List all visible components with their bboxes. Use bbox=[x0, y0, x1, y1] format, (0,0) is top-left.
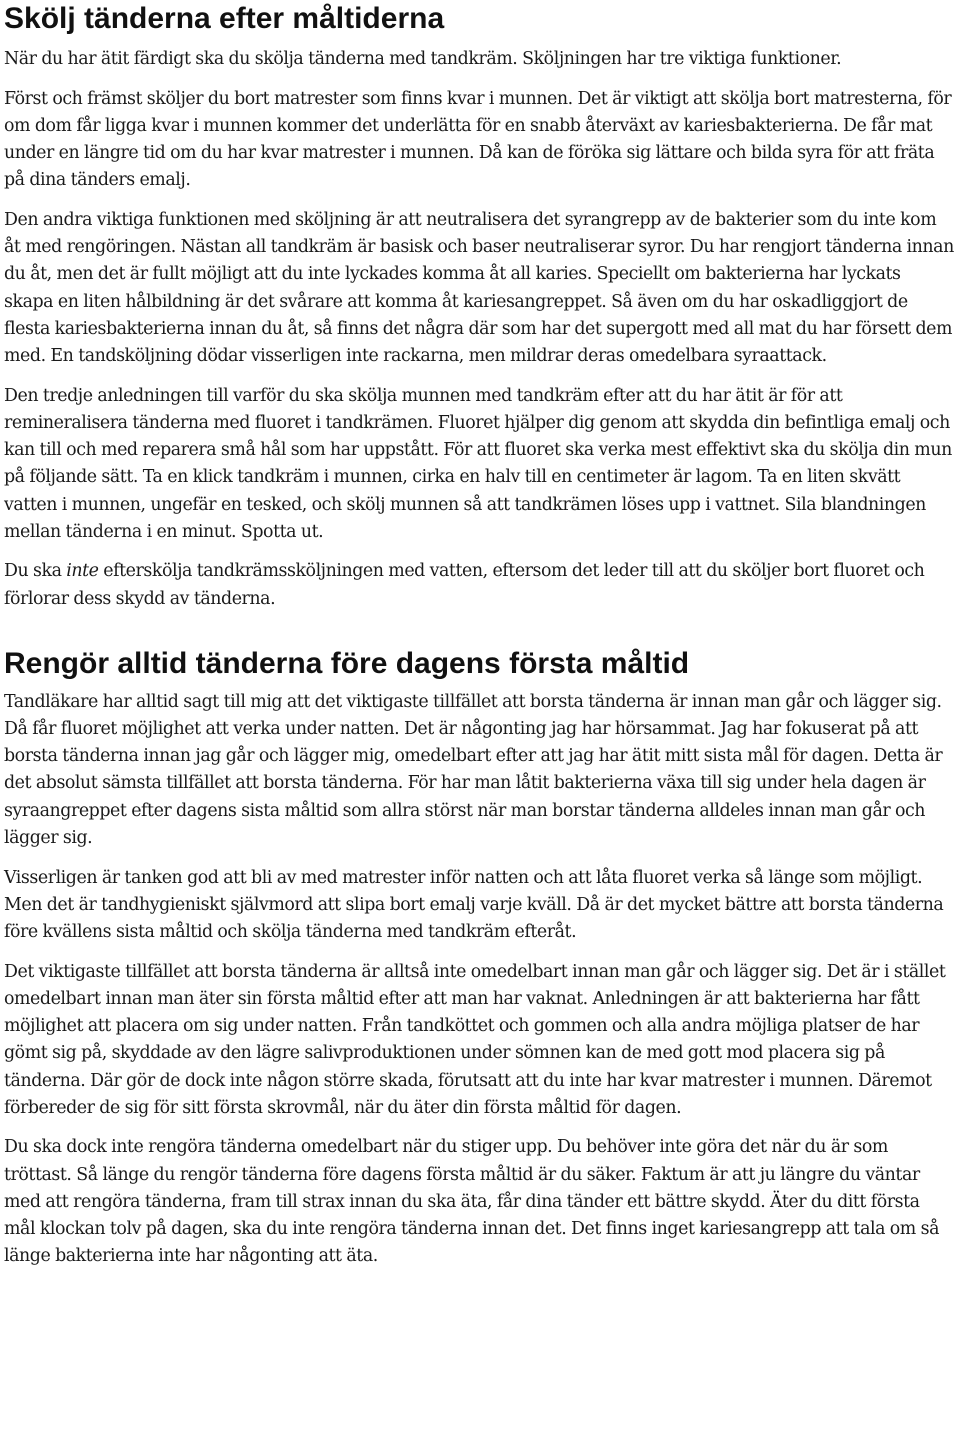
section-heading: Rengör alltid tänderna före dagens första måltid bbox=[4, 646, 690, 680]
paragraph bbox=[4, 558, 954, 612]
document-page bbox=[4, 0, 954, 1283]
paragraph: Det viktigaste tillfället att borsta tänderna är alltså inte omedelbart innan man går och lägger sig. Det är i stället omedelbart innan man äter sin första måltid efter att man har vaknat. Anledningen är att bakterierna har fått möjlighet att placera om sig under natten. Från tandköttet och gommen och alla andra möjliga platser de har gömt sig på, skyddade av den lägre salivproduktionen under sömnen kan de med gott mod placera sig på tänderna. Där gör de dock inte någon större skada, förutsatt att du inte har kvar matrester i munnen. Däremot förbereder de sig för sitt första skrovmål, när du äter din första måltid för dagen. bbox=[4, 961, 946, 1118]
paragraph: Först och främst sköljer du bort matrester som finns kvar i munnen. Det är viktigt att skölja bort matresterna, för om dom får ligga kvar i munnen kommer det underlätta för en snabb återväxt av kariesbakterierna. De får mat under en längre tid om du har kvar matrester i munnen. Då kan de föröka sig lättare och bilda syra för att fräta på dina tänders emalj. bbox=[4, 88, 952, 191]
paragraph: Tandläkare har alltid sagt till mig att det viktigaste tillfället att borsta tänderna är innan man går och lägger sig. Då får fluoret möjlighet att verka under natten. Det är någonting jag har hörsammat. Jag har fokuserat på att borsta tänderna innan jag går och lägger mig, omedelbart efter att jag har ätit mitt sista mål för dagen. Detta är det absolut sämsta tillfället att borsta tänderna. För har man låtit bakterierna växa till sig under hela dagen är syraangreppet efter dagens sista måltid som allra störst när man borstar tänderna alldeles innan man går och lägger sig. bbox=[4, 691, 943, 848]
paragraph-text: efterskölja tandkrämssköljningen med vatten, eftersom det leder till att du sköljer bort fluoret och förlorar dess skydd av tänderna. bbox=[4, 561, 925, 609]
paragraph: Visserligen är tanken god att bli av med matrester inför natten och att låta fluoret verka så länge som möjligt. Men det är tandhygieniskt självmord att slipa bort emalj varje kväll. Då är det mycket bättre att borsta tänderna före kvällens sista måltid och skölja tänderna med tandkräm efteråt. bbox=[4, 867, 944, 942]
emphasis-text: inte bbox=[66, 561, 99, 582]
section-brush-before-first-meal bbox=[4, 647, 954, 1271]
paragraph: Den tredje anledningen till varför du ska skölja munnen med tandkräm efter att du har ätit är för att remineralisera tänderna med fluoret i tandkrämen. Fluoret hjälper dig genom att skydda din befintliga emalj och kan till och med reparera små hål som har uppstått. För att fluoret ska verka mest effektivt ska du skölja din mun på följande sätt. Ta en klick tandkräm i munnen, cirka en halv till en centimeter är lagom. Ta en liten skvätt vatten i munnen, ungefär en tesked, och skölj munnen så att tandkrämen löses upp i vattnet. Sila blandningen mellan tänderna i en minut. Spotta ut. bbox=[4, 385, 952, 542]
paragraph-text: Du ska bbox=[4, 561, 67, 582]
paragraph: Du ska dock inte rengöra tänderna omedelbart när du stiger upp. Du behöver inte göra det när du är som tröttast. Så länge du rengör tänderna före dagens första måltid är du säker. Faktum är att ju längre du väntar med att rengöra tänderna, fram till strax innan du ska äta, får dina tänder ett bättre skydd. Äter du ditt första mål klockan tolv på dagen, ska du inte rengöra tänderna innan det. Det finns inget kariesangrepp att tala om så länge bakterierna inte har någonting att äta. bbox=[4, 1137, 940, 1267]
paragraph: När du har ätit färdigt ska du skölja tänderna med tandkräm. Sköljningen har tre viktiga funktioner. bbox=[4, 49, 842, 69]
section-rinse-after-meals bbox=[4, 0, 954, 613]
section-heading: Skölj tänderna efter måltiderna bbox=[4, 2, 445, 35]
paragraph: Den andra viktiga funktionen med sköljning är att neutralisera det syrangrepp av de bakterier som du inte kom åt med rengöringen. Nästan all tandkräm är basisk och baser neutraliserar syror. Du har rengjort tänderna innan du åt, men det är fullt möjligt att du inte lyckades komma åt all karies. Speciellt om bakterierna har lyckats skapa en liten hålbildning är det svårare att komma åt kariesangreppet. Så även om du har oskadliggjort de flesta kariesbakterierna innan du åt, så finns det några där som har det supergott med all mat du har försett dem med. En tandsköljning dödar visserligen inte rackarna, men mildrar deras omedelbara syraattack. bbox=[4, 210, 954, 367]
